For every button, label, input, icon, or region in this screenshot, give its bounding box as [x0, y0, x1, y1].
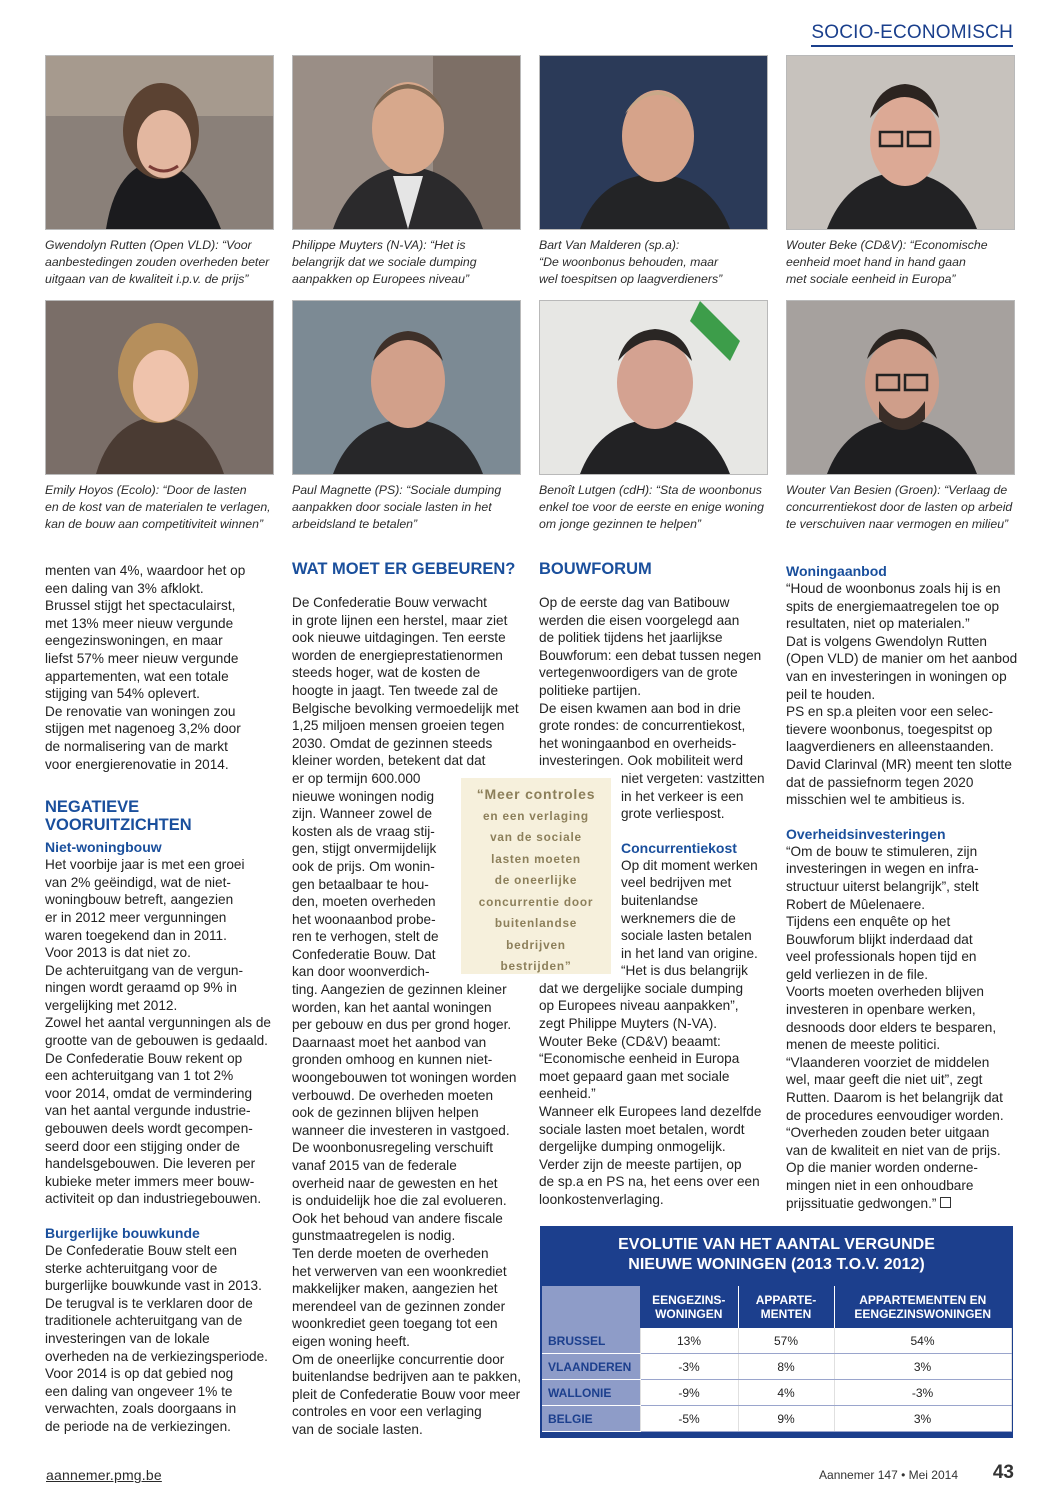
- article-column-4: [786, 562, 1018, 1212]
- table-row: [542, 1406, 1011, 1432]
- row-label: WALLONIE: [542, 1380, 640, 1406]
- photo-caption: Philippe Muyters (N-VA): “Het is belangrijk dat we sociale dumping aanpakken op Europees niveau”: [292, 238, 477, 286]
- paragraph: dat we dergelijke sociale dumping op Europees niveau aanpakken”, zegt Philippe Muyters (N-VA). Wouter Beke (CD&V) beaamt: “Economische eenheid in Europa moet gepaard gaan met sociale eenheid.” Wanneer elk Europees land dezelfde sociale lasten moet betalen, wordt dergelijke dumping onmogelijk. Verder zijn de meeste partijen, op de sp.a en PS na, het eens over een loonkostenverlaging.: [539, 980, 762, 1207]
- photo-paul-magnette: [292, 300, 521, 475]
- table-cell: -3%: [640, 1354, 738, 1380]
- footer-url-link[interactable]: aannemer.pmg.be: [46, 1467, 162, 1483]
- paragraph: “Om de bouw te stimuleren, zijn investeringen in wegen en infra- structuur uiterst belangrijk”, stelt Robert de Mûelenaere. Tijdens een enquête op het Bouwforum blijkt inderdaad dat veel professionals hopen tijd en geld verliezen in de file. Voorts moeten overheden blijven investeren in openbare werken, desnoods door elders te besparen, menen de meeste politici. “Vlaanderen voorziet de middelen wel, maar geeft die niet uit”, zegt Rutten. Daarom is het belangrijk dat de procedures eenvoudiger worden. “Overheden zouden beter uitgaan van de kwaliteit en niet van de prijs. Op die manier worden onderne- mingen niet in een onhoudbare prijssituatie gedwongen.”: [786, 843, 1004, 1211]
- table-cell: 3%: [834, 1406, 1011, 1432]
- pull-quote: “Meer controles en een verlaging van de sociale lasten moeten de oneerlijke concurrentie door buitenlandse bedrijven bestrijden”: [461, 778, 611, 974]
- photo-bart-van-malderen: [539, 55, 768, 230]
- paragraph: De Confederatie Bouw verwacht in grote lijnen een herstel, maar ziet ook nieuwe uitdagingen. Ten eerste worden de energieprestatienormen steeds hoger, wat de kosten de hoogte in jaagt. Ten tweede zal de Belgische bevolking vermoedelijk met 1,25 miljoen mensen groeien tegen 2030. Omdat de gezinnen steeds kleiner worden, betekent dat dat er op termijn 600.000 nieuwe woningen nodig zijn. Wanneer zowel de kosten als de vraag stij- gen, stijgt onvermijdelijk ook de prijs. Om wonin- gen betaalbaar te hou- den, moeten overheden het woonaanbod probe- ren te verhogen, stelt de Confederatie Bouw. Dat kan door woonverdich- ting. Aangezien de gezinnen kleiner worden, kan het aantal woningen per gebouw en dus per grond hoger. Daarnaast moet het aanbod van gronden omhoog en kunnen niet- woongebouwen tot woningen worden verbouwd. De overheden moeten ook de gezinnen blijven helpen wanneer die investeren in vastgoed. De woonbonusregeling verschuift vanaf 2015 van de federale overheid naar de gewesten en het is onduidelijk hoe die zal evolueren. Ook het behoud van andere fiscale gunstmaatregelen is nodig. Ten derde moeten de overheden het verwerven van een woonkrediet makkelijker maken, aangezien het merendeel van de gezinnen zonder woonkrediet geen toegang tot een eigen woning heeft. Om de oneerlijke concurrentie door buitenlandse bedrijven aan te pakken, pleit de Confederatie Bouw voor meer controles en voor een verlaging van de sociale lasten.: [292, 595, 521, 1437]
- photo-wouter-van-besien: [786, 300, 1015, 475]
- photo-wouter-beke: [786, 55, 1015, 230]
- row-label: VLAANDEREN: [542, 1354, 640, 1380]
- section-heading: NEGATIEVE VOORUITZICHTEN: [45, 798, 192, 835]
- paragraph: Op de eerste dag van Batibouw werden die eisen voorgelegd aan de politiek tijdens het jaarlijkse Bouwforum: een debat tussen negen vertegenwoordigers van de grote politieke partijen. De eisen kwamen aan bod in drie grote rondes: de concurrentiekost, het woningaanbod en overheids- investeringen. Ook mobiliteit werd: [539, 595, 762, 769]
- footer-issue: Aannemer 147 • Mei 2014: [819, 1468, 958, 1482]
- photo-caption: Wouter Beke (CD&V): “Economische eenheid moet hand in hand gaan met sociale eenheid in Europa”: [786, 238, 988, 286]
- row-label: BELGIE: [542, 1406, 640, 1432]
- photo-emily-hoyos: [45, 300, 274, 475]
- table-cell: 8%: [738, 1354, 834, 1380]
- table-cell: 3%: [834, 1354, 1011, 1380]
- row-label: BRUSSEL: [542, 1328, 640, 1354]
- photo-caption: Emily Hoyos (Ecolo): “Door de lasten en de kost van de materialen te verlagen, kan de bouw aan competitiviteit winnen”: [45, 483, 271, 531]
- table-cell: -9%: [640, 1380, 738, 1406]
- table-corner: [542, 1286, 640, 1328]
- photo-caption: Benoît Lutgen (cdH): “Sta de woonbonus enkel toe voor de eerste en enige woning om jonge gezinnen te helpen”: [539, 483, 764, 531]
- subheading: Niet-woningbouw: [45, 839, 162, 856]
- paragraph: menten van 4%, waardoor het op een daling van 3% afklokt. Brussel stijgt het spectaculairst, met 13% meer nieuw vergunde eengezinswoningen, en maar liefst 57% meer nieuw vergunde appartementen, wat een totale stijging van 54% oplevert. De renovatie van woningen zou stijgen met nagenoeg 3,2% door de normalisering van de markt voor energierenovatie in 2014.: [45, 563, 246, 772]
- photo-gwendolyn-rutten: [45, 55, 274, 230]
- table-cell: 9%: [738, 1406, 834, 1432]
- table-cell: 4%: [738, 1380, 834, 1406]
- paragraph: “Houd de woonbonus zoals hij is en spits de energiemaatregelen toe op resultaten, niet op materialen.” Dat is volgens Gwendolyn Rutten (Open VLD) de manier om het aanbod van en investeringen in woningen op peil te houden. PS en sp.a pleiten voor een selec- tievere woonbonus, toegespitst op laagverdieners en alleenstaanden. David Clarinval (MR) meent ten slotte dat de passiefnorm tegen 2020 misschien wel te ambitieus is.: [786, 581, 1018, 808]
- subheading: Burgerlijke bouwkunde: [45, 1225, 200, 1241]
- paragraph: Op dit moment werken veel bedrijven met buitenlandse werknemers die de sociale lasten betalen in het land van origine. “Het is dus belangrijk: [621, 857, 758, 979]
- column-header: APPARTEMENTEN EN EENGEZINSWONINGEN: [834, 1286, 1011, 1328]
- article-column-1: [45, 562, 275, 1436]
- subheading: Overheidsinvesteringen: [786, 825, 946, 842]
- table-row: [542, 1380, 1011, 1406]
- paragraph: niet vergeten: vastzitten in het verkeer is een grote verliespost.: [621, 770, 765, 822]
- end-mark-icon: [940, 1197, 951, 1208]
- table-cell: 54%: [834, 1328, 1011, 1354]
- stats-table: [540, 1226, 1013, 1438]
- photo-caption: Wouter Van Besien (Groen): “Verlaag de concurrentiekost door de lasten op arbeid te verschuiven naar vermogen en milieu”: [786, 483, 1013, 531]
- table-row: [542, 1354, 1011, 1380]
- table-cell: -3%: [834, 1380, 1011, 1406]
- table-title: EVOLUTIE VAN HET AANTAL VERGUNDE NIEUWE WONINGEN (2013 T.O.V. 2012): [618, 1236, 935, 1273]
- photo-philippe-muyters: [292, 55, 521, 230]
- photo-caption: Bart Van Malderen (sp.a): “De woonbonus behouden, maar wel toespitsen op laagverdieners”: [539, 238, 723, 286]
- section-heading: WAT MOET ER GEBEUREN?: [292, 560, 516, 578]
- subheading: Concurrentiekost: [621, 839, 737, 856]
- column-header: APPARTE- MENTEN: [738, 1286, 834, 1328]
- section-tag: SOCIO-ECONOMISCH: [811, 22, 1013, 47]
- subheading: Woningaanbod: [786, 563, 887, 579]
- photo-caption: Gwendolyn Rutten (Open VLD): “Voor aanbestedingen zouden overheden beter uitgaan van de kwaliteit i.p.v. de prijs”: [45, 238, 270, 286]
- article-column-3: [539, 560, 769, 1209]
- column-header: EENGEZINS- WONINGEN: [640, 1286, 738, 1328]
- paragraph: De Confederatie Bouw stelt een sterke achteruitgang voor de burgerlijke bouwkunde vast in 2013. De terugval is te verklaren door de traditionele achteruitgang van de investeringen van de lokale overheden na de verkiezingsperiode. Voor 2014 is op dat gebied nog een daling van ongeveer 1% te verwachten, zoals doorgaans in de periode na de verkiezingen.: [45, 1243, 268, 1434]
- table-cell: 13%: [640, 1328, 738, 1354]
- table-row: [542, 1328, 1011, 1354]
- page-number: 43: [992, 1462, 1014, 1483]
- photo-caption: Paul Magnette (PS): “Sociale dumping aanpakken door sociale lasten in het arbeidsland te betalen”: [292, 483, 502, 531]
- paragraph: Het voorbije jaar is met een groei van 2% geëindigd, wat de niet- woningbouw betreft, aangezien er in 2012 meer vergunningen waren toegekend dan in 2011. Voor 2013 is dat niet zo. De achteruitgang van de vergun- ningen wordt geraamd op 9% in vergelijking met 2012. Zowel het aantal vergunningen als de grootte van de gebouwen is gedaald. De Confederatie Bouw rekent op een achteruitgang van 1 tot 2% voor 2014, omdat de vermindering van het aantal vergunde industrie- gebouwen deels wordt gecompen- seerd door een stijging onder de handelsgebouwen. Die leveren per kubieke meter immers meer bouw- activiteit op dan industriegebouwen.: [45, 857, 271, 1207]
- table: [542, 1286, 1012, 1432]
- photo-benoit-lutgen: [539, 300, 768, 475]
- table-cell: 57%: [738, 1328, 834, 1354]
- article-column-2: [292, 560, 524, 1439]
- section-heading: BOUWFORUM: [539, 560, 652, 578]
- table-cell: -5%: [640, 1406, 738, 1432]
